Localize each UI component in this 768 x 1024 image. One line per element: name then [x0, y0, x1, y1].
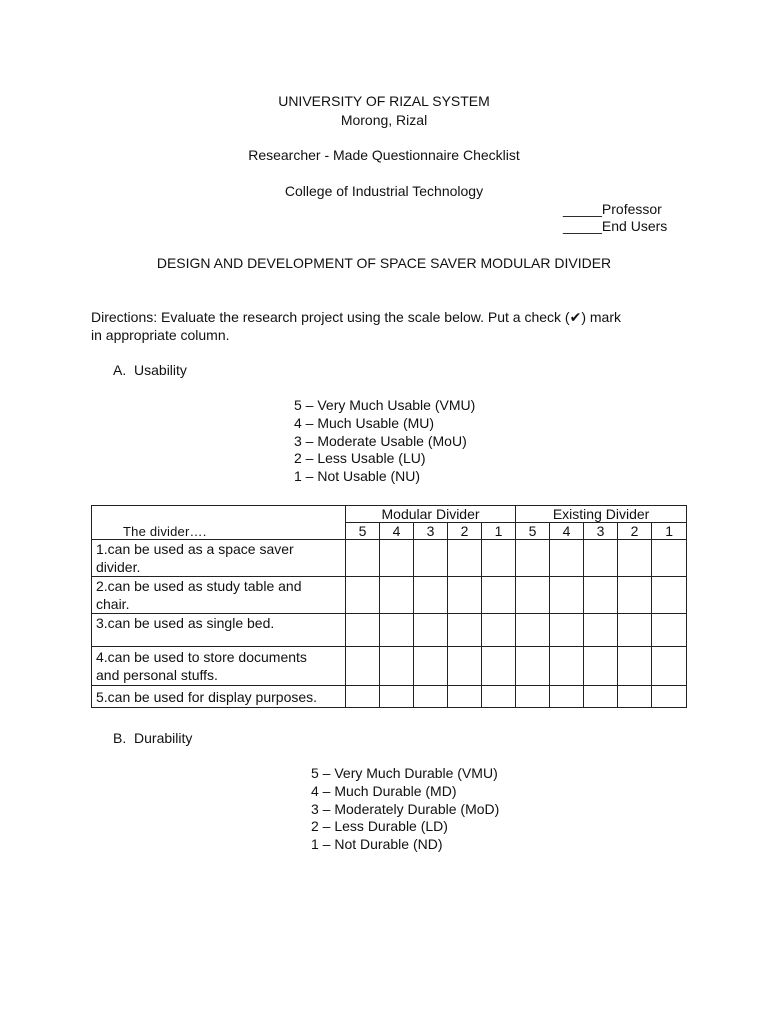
rating-header: 3	[584, 523, 618, 540]
respondent-professor: _____Professor	[563, 201, 662, 217]
section-a-title: A. Usability	[113, 362, 187, 378]
check-cell[interactable]	[516, 614, 550, 647]
check-cell[interactable]	[618, 577, 652, 614]
check-cell[interactable]	[380, 577, 414, 614]
check-cell[interactable]	[482, 540, 516, 577]
check-cell[interactable]	[346, 647, 380, 686]
rating-header: 2	[448, 523, 482, 540]
criterion-text: 3.can be used as single bed.	[96, 615, 275, 631]
check-cell[interactable]	[482, 577, 516, 614]
check-cell[interactable]	[516, 577, 550, 614]
check-cell[interactable]	[448, 686, 482, 708]
scale-item: 1 – Not Durable (ND)	[311, 836, 443, 853]
criterion-cell	[92, 614, 346, 647]
check-cell[interactable]	[652, 647, 687, 686]
check-cell[interactable]	[448, 647, 482, 686]
criterion-text: 2.can be used as study table and	[96, 578, 302, 594]
university-name: UNIVERSITY OF RIZAL SYSTEM	[278, 93, 490, 109]
check-cell[interactable]	[550, 686, 584, 708]
check-cell[interactable]	[380, 540, 414, 577]
rating-header: 1	[652, 523, 687, 540]
respondent-end-users: _____End Users	[563, 218, 668, 234]
check-cell[interactable]	[482, 647, 516, 686]
table-row	[92, 614, 687, 647]
check-cell[interactable]	[618, 540, 652, 577]
table-row	[92, 647, 687, 686]
table-row	[92, 540, 687, 577]
row-header-label: The divider….	[92, 506, 346, 540]
check-cell[interactable]	[618, 647, 652, 686]
criterion-text: chair.	[96, 596, 130, 612]
criterion-text: 5.can be used for display purposes.	[96, 688, 318, 705]
check-cell[interactable]	[414, 614, 448, 647]
document-type: Researcher - Made Questionnaire Checklist	[248, 147, 520, 163]
check-cell[interactable]	[346, 614, 380, 647]
table-row	[92, 577, 687, 614]
check-cell[interactable]	[380, 647, 414, 686]
check-cell[interactable]	[652, 577, 687, 614]
check-cell[interactable]	[584, 686, 618, 708]
scale-item: 3 – Moderately Durable (MoD)	[311, 800, 500, 817]
scale-item: 3 – Moderate Usable (MoU)	[294, 432, 467, 449]
check-cell[interactable]	[346, 540, 380, 577]
scale-item: 5 – Very Much Usable (VMU)	[294, 397, 476, 413]
rating-header: 5	[346, 523, 380, 540]
check-cell[interactable]	[618, 614, 652, 647]
directions-line-1: Directions: Evaluate the research project using the scale below. Put a check (✔) mark	[91, 309, 621, 325]
check-cell[interactable]	[652, 540, 687, 577]
rating-header: 2	[618, 523, 652, 540]
scale-item: 1 – Not Usable (NU)	[294, 468, 421, 485]
rating-header: 4	[550, 523, 584, 540]
check-cell[interactable]	[516, 686, 550, 708]
project-title: DESIGN AND DEVELOPMENT OF SPACE SAVER MODULAR DIVIDER	[156, 255, 612, 271]
check-cell[interactable]	[584, 614, 618, 647]
rating-header: 4	[380, 523, 414, 540]
rating-header: 3	[414, 523, 448, 540]
check-cell[interactable]	[550, 540, 584, 577]
check-cell[interactable]	[380, 614, 414, 647]
group-header-existing: Existing Divider	[516, 506, 687, 523]
durability-scale	[311, 765, 499, 854]
check-cell[interactable]	[618, 686, 652, 708]
criterion-text: 4.can be used to store documents	[96, 649, 307, 665]
check-cell[interactable]	[516, 540, 550, 577]
check-cell[interactable]	[414, 577, 448, 614]
rating-header: 1	[482, 523, 516, 540]
directions-line-2: in appropriate column.	[91, 327, 230, 343]
criterion-cell	[92, 647, 346, 686]
check-cell[interactable]	[346, 686, 380, 708]
check-cell[interactable]	[414, 540, 448, 577]
check-cell[interactable]	[482, 614, 516, 647]
section-b-title: B. Durability	[113, 730, 193, 746]
check-cell[interactable]	[414, 647, 448, 686]
scale-item: 4 – Much Durable (MD)	[311, 782, 457, 799]
scale-item: 2 – Less Usable (LU)	[294, 450, 426, 467]
check-cell[interactable]	[550, 577, 584, 614]
check-cell[interactable]	[414, 686, 448, 708]
check-cell[interactable]	[550, 614, 584, 647]
criterion-text: and personal stuffs.	[96, 667, 218, 683]
scale-item: 5 – Very Much Durable (VMU)	[311, 765, 498, 781]
criterion-cell	[92, 540, 346, 577]
usability-scale	[294, 397, 475, 486]
check-cell[interactable]	[380, 686, 414, 708]
criterion-cell	[92, 686, 346, 708]
college-name: College of Industrial Technology	[284, 183, 484, 199]
check-cell[interactable]	[346, 577, 380, 614]
check-cell[interactable]	[584, 577, 618, 614]
check-cell[interactable]	[448, 614, 482, 647]
check-cell[interactable]	[652, 686, 687, 708]
university-location: Morong, Rizal	[340, 112, 428, 128]
criterion-text: 1.can be used as a space saver	[96, 541, 294, 557]
check-cell[interactable]	[584, 647, 618, 686]
check-cell[interactable]	[482, 686, 516, 708]
usability-checklist-table	[91, 505, 687, 708]
check-cell[interactable]	[448, 540, 482, 577]
scale-item: 2 – Less Durable (LD)	[311, 818, 448, 835]
check-cell[interactable]	[516, 647, 550, 686]
group-header-modular: Modular Divider	[346, 506, 516, 523]
check-cell[interactable]	[584, 540, 618, 577]
table-row	[92, 686, 687, 708]
check-cell[interactable]	[652, 614, 687, 647]
criterion-text: divider.	[96, 559, 141, 575]
criterion-cell	[92, 577, 346, 614]
check-cell[interactable]	[448, 577, 482, 614]
check-cell[interactable]	[550, 647, 584, 686]
scale-item: 4 – Much Usable (MU)	[294, 414, 435, 431]
rating-header: 5	[516, 523, 550, 540]
